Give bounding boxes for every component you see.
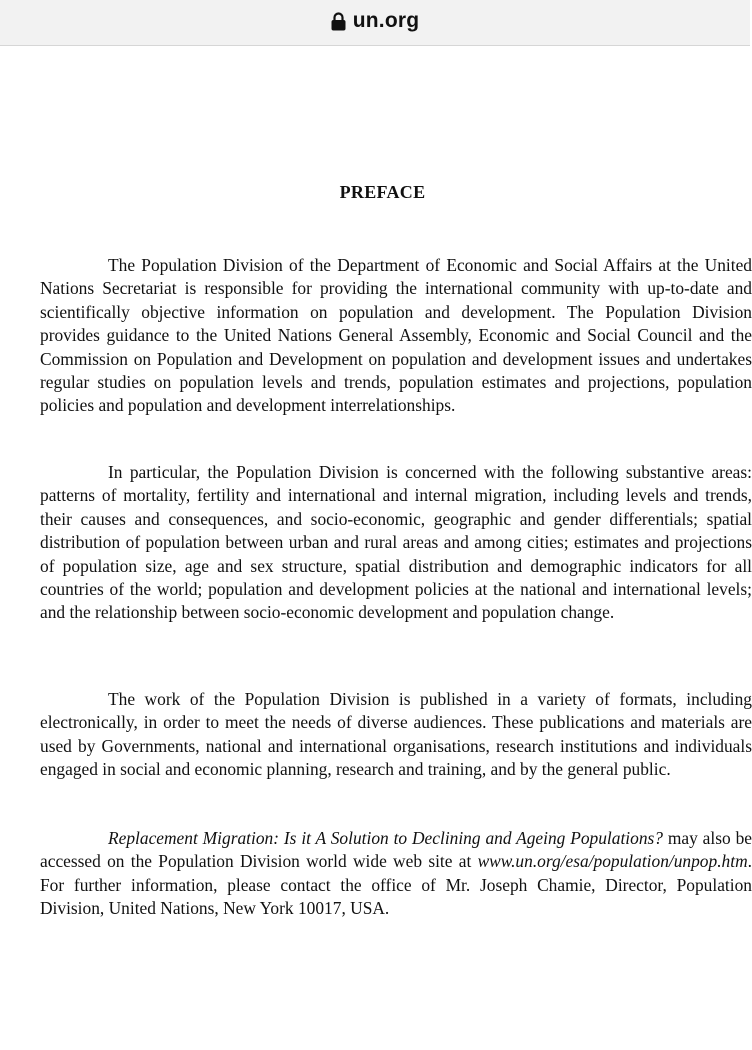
lock-icon bbox=[331, 12, 346, 31]
paragraph-4 bbox=[40, 827, 752, 921]
paragraph-4-text-b: . For further information, please contact the office of Mr. Joseph Chamie, Director, Population Division, United Nations, New York 10017, USA. bbox=[40, 851, 752, 919]
paragraph-1: The Population Division of the Department of Economic and Social Affairs at the United Nations Secretariat is responsible for providing the international community with up-to-date and scientifically objective information on population and development. The Population Division provides guidance to the United Nations General Assembly, Economic and Social Council and the Commission on Population and Development on population and development issues and undertakes regular studies on population levels and trends, population estimates and projections, population policies and population and development interrelationships. bbox=[40, 255, 752, 416]
url-text: un.org bbox=[352, 9, 420, 32]
paragraph-2: In particular, the Population Division is concerned with the following substantive areas: patterns of mortality, fertility and international and internal migration, including levels and trends, their causes and consequences, and socio-economic, geographic and gender differentials; spatial distribution of population between urban and rural areas and among cities; estimates and projections of population size, age and sex structure, spatial distribution and demographic indicators for all countries of the world; population and development policies at the national and international levels; and the relationship between socio-economic development and population change. bbox=[40, 462, 752, 623]
report-title: Replacement Migration: Is it A Solution to Declining and Ageing Populations? bbox=[108, 828, 663, 848]
browser-address-bar bbox=[0, 0, 750, 46]
paragraph-3: The work of the Population Division is published in a variety of formats, including electronically, in order to meet the needs of diverse audiences. These publications and materials are used by Governments, national and international organisations, research institutions and individuals engaged in social and economic planning, research and training, and by the general public. bbox=[40, 689, 752, 780]
url-display[interactable] bbox=[331, 9, 420, 33]
web-address: www.un.org/esa/population/unpop.htm bbox=[477, 851, 748, 872]
paragraph-4-text-a: may also be accessed on the Population Division world wide web site at bbox=[40, 828, 752, 872]
page-title: PREFACE bbox=[339, 182, 426, 202]
